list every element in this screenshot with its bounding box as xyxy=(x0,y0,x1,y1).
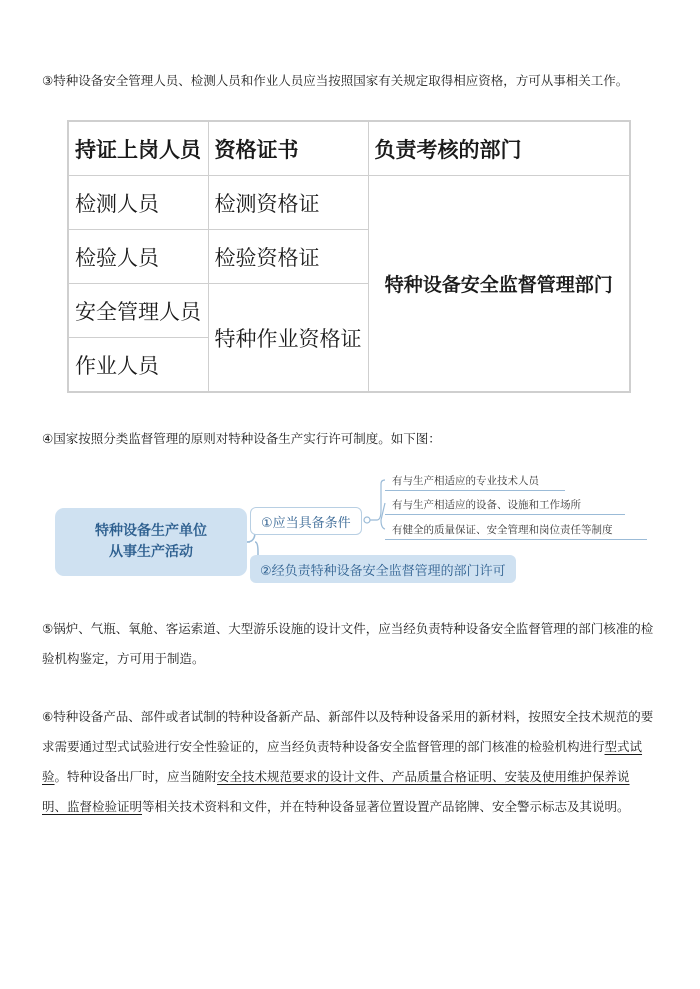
leaf-equipment-facilities: 有与生产相适应的设备、设施和工作场所 xyxy=(392,499,581,511)
paragraph-6-text-3: 等相关技术资料和文件，并在特种设备显著位置设置产品铭牌、安全警示标志及其说明。 xyxy=(142,799,630,814)
paragraph-6-text-1: ⑥特种设备产品、部件或者试制的特种设备新产品、新部件以及特种设备采用的新材料，按照安全技术规范的要求需要通过型式试验进行安全性验证的，应当经负责特种设备安全监督管理的部门核准的检验机构进行 xyxy=(42,709,654,754)
cell-personnel: 检验人员 xyxy=(68,230,208,284)
root-line-2: 从事生产活动 xyxy=(109,544,193,560)
header-certificate: 资格证书 xyxy=(208,121,368,176)
branch-permission: ②经负责特种设备安全监督管理的部门许可 xyxy=(250,555,516,583)
cell-department: 特种设备安全监督管理部门 xyxy=(368,176,630,393)
cell-certificate: 检验资格证 xyxy=(208,230,368,284)
table-header-row xyxy=(68,121,630,176)
cell-personnel: 作业人员 xyxy=(68,338,208,393)
root-line-1: 特种设备生产单位 xyxy=(95,523,207,539)
mind-map-root xyxy=(55,508,247,576)
paragraph-3: ③特种设备安全管理人员、检测人员和作业人员应当按照国家有关规定取得相应资格，方可从事相关工作。 xyxy=(42,73,629,88)
certification-table xyxy=(67,120,631,393)
paragraph-6 xyxy=(42,702,654,822)
licensing-mind-map xyxy=(55,470,655,590)
leaf-technical-staff: 有与生产相适应的专业技术人员 xyxy=(392,475,539,487)
cell-personnel: 安全管理人员 xyxy=(68,284,208,338)
cell-certificate: 检测资格证 xyxy=(208,176,368,230)
leaf-quality-system: 有健全的质量保证、安全管理和岗位责任等制度 xyxy=(392,524,613,536)
paragraph-5: ⑤锅炉、气瓶、氧舱、客运索道、大型游乐设施的设计文件，应当经负责特种设备安全监督管理的部门核准的检验机构鉴定，方可用于制造。 xyxy=(42,621,654,666)
paragraph-6-text-2: 。特种设备出厂时，应当随附 xyxy=(54,769,218,784)
documents-underlined: 安全技术规范要求的设计文件、产品质量合格证明、安装及使用维护保养说明、监督检验证明 xyxy=(42,769,630,814)
leaf-underline xyxy=(385,539,647,540)
header-department: 负责考核的部门 xyxy=(368,121,630,176)
header-personnel: 持证上岗人员 xyxy=(68,121,208,176)
branch-conditions: ①应当具备条件 xyxy=(250,507,362,535)
leaf-underline xyxy=(385,514,625,515)
paragraph-4: ④国家按照分类监督管理的原则对特种设备生产实行许可制度。如下图： xyxy=(42,431,441,446)
cell-certificate: 特种作业资格证 xyxy=(208,284,368,393)
cell-personnel: 检测人员 xyxy=(68,176,208,230)
leaf-underline xyxy=(385,490,565,491)
type-test-underlined: 型式试验 xyxy=(42,739,643,784)
table-row xyxy=(68,176,630,230)
